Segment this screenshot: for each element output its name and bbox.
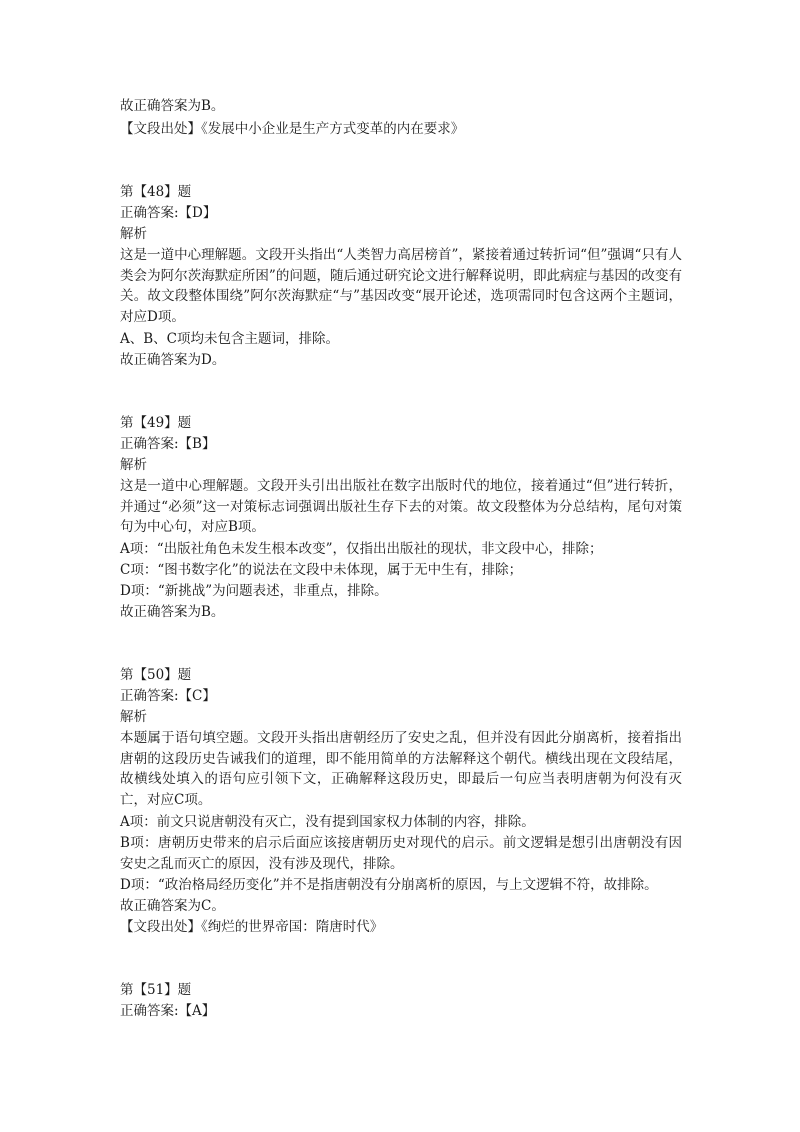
q50-option-a: A项：前文只说唐朝没有灭亡，没有提到国家权力体制的内容，排除。 <box>120 814 535 830</box>
q51-title: 第【51】题 <box>120 982 192 998</box>
q50-option-d: D项：“政治格局经历变化”并不是指唐朝没有分崩离析的原因，与上文逻辑不符，故排除。 <box>120 877 658 893</box>
q49-answer: 正确答案:【B】 <box>120 436 216 452</box>
q49-option-d: D项：“新挑战”为问题表述，非重点，排除。 <box>120 583 388 599</box>
q50-analysis-text: 本题属于语句填空题。文段开头指出唐朝经历了安史之乱，但并没有因此分崩离析，接着指出唐朝的这段历史告诫我们的道理，即不能用简单的方法解释这个朝代。横线出现在文段结尾，故横线处填入的语句应引领下文，正确解释这段历史，即最后一句应当表明唐朝为何没有灭亡，对应C项。 <box>120 730 682 809</box>
q50-title: 第【50】题 <box>120 667 192 683</box>
q48-answer: 正确答案:【D】 <box>120 205 217 221</box>
q49-analysis-text: 这是一道中心理解题。文段开头引出出版社在数字出版时代的地位，接着通过“但”进行转折，并通过“必须”这一对策标志词强调出版社生存下去的对策。故文段整体为分总结构，尾句对策句为中心句，对应B项。 <box>120 478 682 536</box>
prev-source-citation: 【文段出处】《发展中小企业是生产方式变革的内在要求》 <box>120 121 465 137</box>
q49-conclusion: 故正确答案为B。 <box>120 604 225 620</box>
q50-analysis-label: 解析 <box>120 709 147 725</box>
q49-option-a: A项：“出版社角色未发生根本改变”，仅指出出版社的现状，非文段中心，排除； <box>120 541 603 557</box>
q51-answer: 正确答案:【A】 <box>120 1003 216 1019</box>
q49-option-c: C项：“图书数字化”的说法在文段中未体现，属于无中生有，排除； <box>120 562 523 578</box>
q49-analysis-label: 解析 <box>120 457 147 473</box>
q48-analysis-label: 解析 <box>120 226 147 242</box>
q50-source-citation: 【文段出处】《绚烂的世界帝国：隋唐时代》 <box>120 919 384 935</box>
q50-option-b: B项：唐朝历史带来的启示后面应该接唐朝历史对现代的启示。前文逻辑是想引出唐朝没有因安史之乱而灭亡的原因，没有涉及现代，排除。 <box>120 835 682 872</box>
q48-title: 第【48】题 <box>120 184 192 200</box>
q50-answer: 正确答案:【C】 <box>120 688 216 704</box>
q48-analysis-text: 这是一道中心理解题。文段开头指出“人类智力高居榜首”，紧接着通过转折词“但”强调“只有人类会为阿尔茨海默症所困”的问题，随后通过研究论文进行解释说明，即此病症与基因的改变有关。故文段整体围绕”阿尔茨海默症“与”基因改变“展开论述，选项需同时包含这两个主题词，对应D项。 <box>120 247 682 326</box>
q48-conclusion: 故正确答案为D。 <box>120 352 226 368</box>
q50-conclusion: 故正确答案为C。 <box>120 898 225 914</box>
q48-option-note: A、B、C项均未包含主题词，排除。 <box>120 331 339 347</box>
prev-answer-conclusion: 故正确答案为B。 <box>120 98 225 114</box>
q49-title: 第【49】题 <box>120 415 192 431</box>
